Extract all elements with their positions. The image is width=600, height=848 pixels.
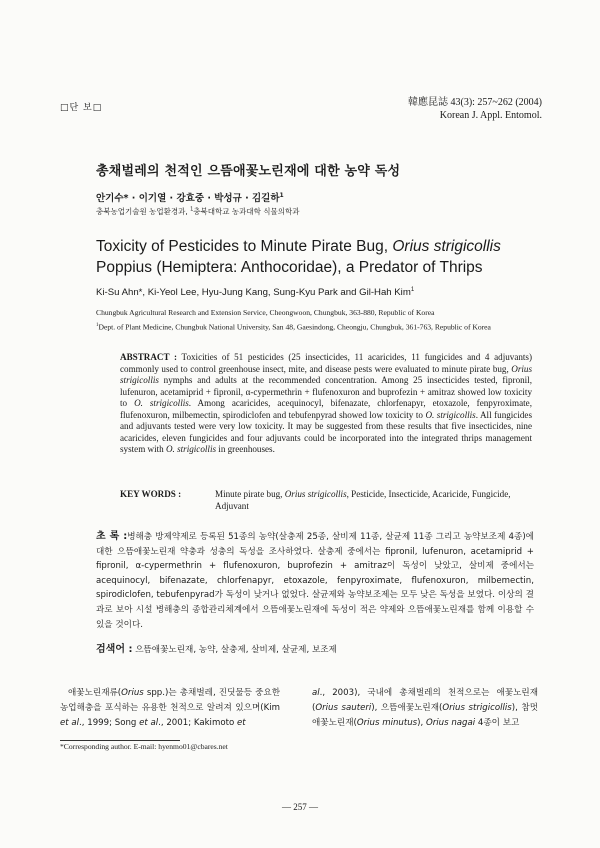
abstract-species-1: Orius strigicollis [120,363,532,385]
body-column-left [60,686,280,731]
abstract-part5: in greenhouses. [216,444,275,454]
body-right-species-4: Orius nagai [426,718,476,728]
title-english-part2: Poppius (Hemiptera: Anthocoridae), a Predator of Thrips [96,259,483,276]
keywords-species: Orius strigicollis [284,489,347,499]
keywords-korean-label: 검색어 : [96,644,133,655]
affiliation-korean-1: 충북농업기술원 농업환경과, [96,207,191,216]
affiliation-english-2 [96,319,536,334]
abstract-species-4: O. strigicollis [165,444,217,454]
footnote-divider [60,740,180,741]
section-label: □단 보□ [60,103,103,113]
affiliation-korean [96,206,299,217]
body-left-3: ., 1999; Song [79,718,140,728]
keywords-english [120,488,532,512]
body-left-etal-3: et [236,718,246,728]
body-left-4: ., 2001; Kakimoto [158,718,237,728]
authors-korean-names: 안기수* · 이기열 · 강효중 · 박성규 · 김길하 [96,193,280,204]
body-left-2: spp.)는 총채벌레, 진딧물등 중요한 농업해충을 포식하는 유용한 천적으로 알려져 있으며(Kim [60,688,280,713]
body-column-right [312,686,538,731]
body-right-al: al [312,688,320,698]
affiliation-english-2-sup: 1 [96,323,99,328]
title-korean: 총채벌레의 천적인 으뜸애꽃노린재에 대한 농약 독성 [96,164,401,179]
abstract-species-3: O. strigicollis [425,409,476,420]
body-left-etal-2: et al [139,718,159,728]
title-english-part1: Toxicity of Pesticides to Minute Pirate Bug, [96,238,393,255]
body-right-species-1: Orius sauteri [315,703,372,713]
body-right-5: ), [417,718,426,728]
keywords-label: KEY WORDS : [120,489,182,499]
keywords-korean [96,640,337,655]
abstract-part2: nymphs and adults at the recommended concentration. Among 25 insecticides tested, fipronil, lufenuron, acetamiprid + fipronil, α-cypermethrin + flufenoxuron and buprofezin + amitraz showed low toxicity to [120,375,532,408]
keywords-text [215,488,532,512]
body-left-genus: Orius [121,688,144,698]
affiliation-english [96,306,536,334]
body-left-1: 애꽃노린재류( [68,688,122,698]
body-right-6: 4종이 보고 [475,718,520,728]
journal-citation [408,96,542,122]
title-english [96,236,536,278]
abstract-korean [96,530,534,632]
body-left-etal-1: et al [60,718,80,728]
authors-english-sup: 1 [410,287,415,293]
abstract-korean-text: 병해충 방제약제로 등록된 51종의 농약(살충제 25종, 살비제 11종, 살균제 11종 그리고 농약보조제 4종)에 대한 으뜸애꽃노린재 약충과 성충의 독성을 조사하였다. 살충제 중에서는 fipronil, lufenuron, acetamiprid + fipronil, α-cypermethrin + flufenoxuron, buprofezin + amitraz이 독성이 낮았고, 살비제 중에서는 acequinocyl, bifenazate, chlorfenapyr, etoxazole, fenpyroximate, flufenoxuron, milbemectin, spirodiclofen, tebufenpyrad가 독성이 낮거나 없었다. 살균제와 농약보조제는 모두 낮은 독성을 보였다. 이상의 결과로 보아 시설 병해충의 종합관리체계에서 으뜸애꽃노린재에 독성이 적은 약제와 으뜸애꽃노린재를 함께 이용할 수 있을 것이다. [96,532,534,630]
journal-citation-kr: 韓應昆誌 43(3): 257~262 (2004) [407,97,542,108]
abstract-species-2: O. strigicollis [134,398,189,408]
abstract-part1: Toxicities of 51 pesticides (25 insecticides, 11 acaricides, 11 fungicides and 4 adjuvants) commonly used to control greenhouse insect, mite, and disease pests were evaluated to minute pirate bug, [120,352,532,374]
keywords-part1: Minute pirate bug, [215,489,285,499]
body-right-species-3: Orius minutus [356,718,418,728]
journal-citation-en: Korean J. Appl. Entomol. [439,110,542,121]
affiliation-english-2-text: Dept. of Plant Medicine, Chungbuk National University, San 48, Gaesindong, Cheongju, Chungbuk, 361-763, Republic of Korea [98,322,491,332]
abstract-label: ABSTRACT : [120,352,178,362]
title-english-species: Orius strigicollis [392,238,501,255]
keywords-part2: , Pesticide, Insecticide, Acaricide, Fungicide, Adjuvant [215,489,511,511]
abstract-korean-label: 초 록 : [96,531,128,542]
body-right-species-2: Orius strigicollis [442,703,512,713]
keywords-korean-text: 으뜸애꽃노린재, 농약, 살충제, 살비제, 살균제, 보조제 [135,645,337,655]
affiliation-korean-sup: 1 [190,206,194,213]
body-right-3: ), 으뜸애꽃노린재( [371,703,443,713]
authors-korean [96,190,284,204]
body-right-2: ., 2003), 국내에 총채벌레의 천적으로는 애꽃노린재( [312,688,538,713]
authors-english-names: Ki-Su Ahn*, Ki-Yeol Lee, Hyu-Jung Kang, Sung-Kyu Park and Gil-Hah Kim [96,287,411,299]
abstract-part4: . All fungicides and adjuvants tested were very low toxicity. It may be suggested from these results that five insecticides, nine acaricides, eleven fungicides and four adjuvants could be incorporated into the integrated thrips management system with [120,409,532,454]
footnote: *Corresponding author. E-mail: hyenmo01@cbares.net [60,742,228,751]
body-right-4: ), 참멋애꽃노린재( [312,703,538,728]
affiliation-korean-2: 충북대학교 농과대학 식물의학과 [193,207,300,216]
authors-korean-sup: 1 [279,191,284,199]
authors-english [96,287,414,298]
affiliation-english-1: Chungbuk Agricultural Research and Extension Service, Cheongwoon, Chungbuk, 363-880, Republic of Korea [96,308,435,317]
page-number: — 257 — [282,802,318,812]
abstract-english [120,352,532,456]
abstract-part3: . Among acaricides, acequinocyl, bifenazate, chlorfenapyr, etoxazole, fenpyroximate, flufenoxuron, milbemectin, spirodiclofen and tebufenpyrad showed low toxicity to [120,398,532,420]
